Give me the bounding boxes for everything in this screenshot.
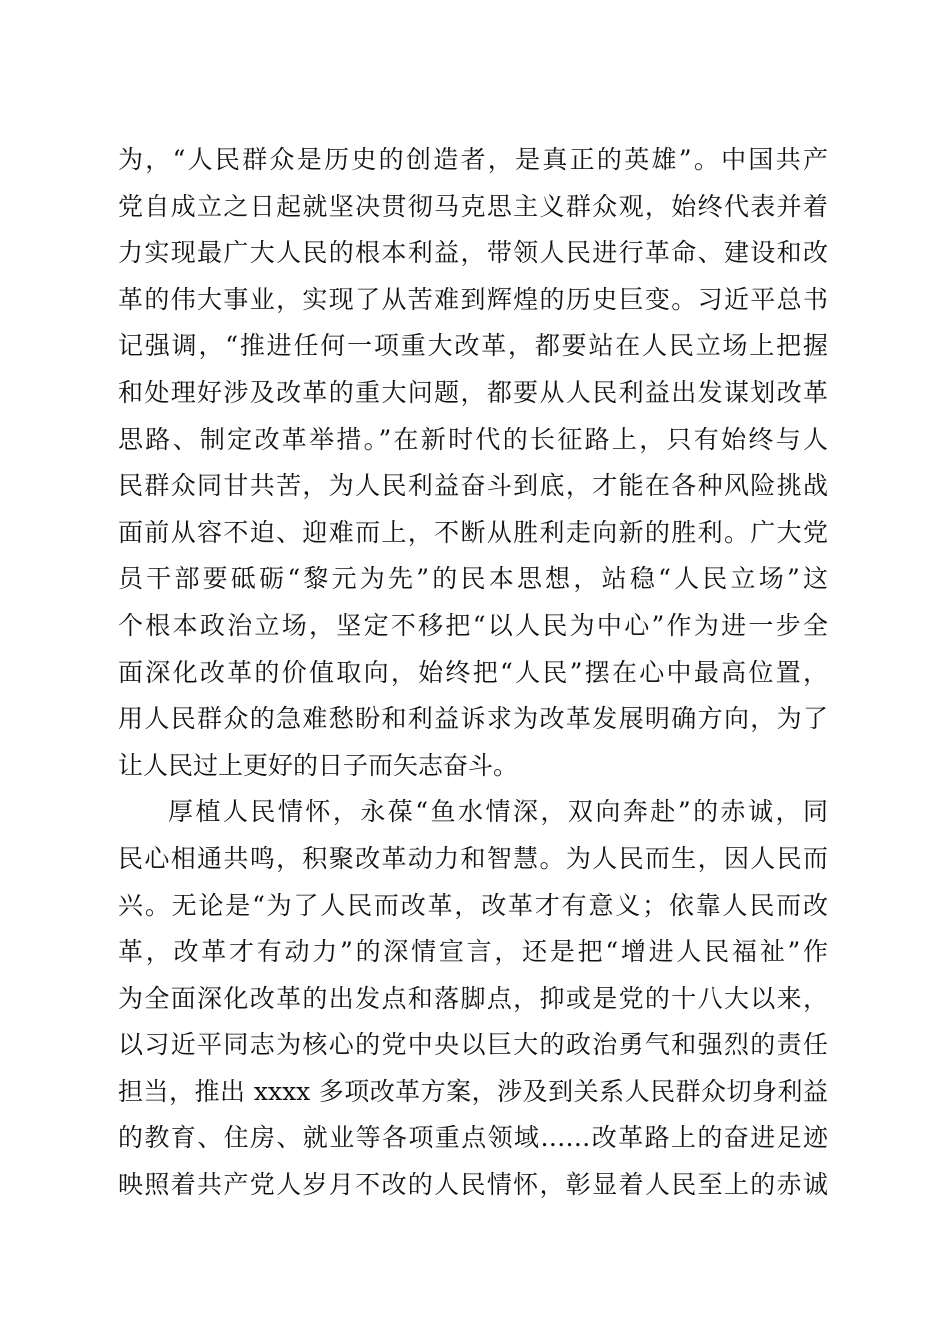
text-line: 用人民群众的急难愁盼和利益诉求为改革发展明确方向，为了 bbox=[118, 704, 828, 734]
text-line: 以习近平同志为核心的党中央以巨大的政治勇气和强烈的责任 bbox=[118, 1030, 828, 1060]
text-line: 为全面深化改革的出发点和落脚点，抑或是党的十八大以来， bbox=[118, 983, 828, 1013]
text-line: 民心相通共鸣，积聚改革动力和智慧。为人民而生，因人民而 bbox=[118, 843, 828, 873]
text-line: 记强调，“推进任何一项重大改革，都要站在人民立场上把握 bbox=[118, 331, 828, 361]
text-line: 面深化改革的价值取向，始终把“人民”摆在心中最高位置， bbox=[118, 657, 828, 687]
text-line: 思路、制定改革举措。”在新时代的长征路上，只有始终与人 bbox=[118, 424, 828, 454]
text-line: 员干部要砥砺“黎元为先”的民本思想，站稳“人民立场”这 bbox=[118, 564, 828, 594]
text-line: 为，“人民群众是历史的创造者，是真正的英雄”。中国共产 bbox=[118, 145, 828, 174]
text-line: 党自成立之日起就坚决贯彻马克思主义群众观，始终代表并着 bbox=[118, 191, 828, 221]
text-line: 面前从容不迫、迎难而上，不断从胜利走向新的胜利。广大党 bbox=[118, 517, 828, 547]
text-line: 民群众同甘共苦，为人民利益奋斗到底，才能在各种风险挑战 bbox=[118, 471, 828, 501]
text-line: 和处理好涉及改革的重大问题，都要从人民利益出发谋划改革 bbox=[118, 377, 828, 407]
text-line: 映照着共产党人岁月不改的人民情怀，彰显着人民至上的赤诚 bbox=[118, 1170, 828, 1200]
text-line: 担当，推出 xxxx 多项改革方案，涉及到关系人民群众切身利益 bbox=[118, 1076, 828, 1106]
text-line: 的教育、住房、就业等各项重点领域……改革路上的奋进足迹 bbox=[118, 1123, 828, 1153]
text-line: 革的伟大事业，实现了从苦难到辉煌的历史巨变。习近平总书 bbox=[118, 284, 828, 314]
text-line: 力实现最广大人民的根本利益，带领人民进行革命、建设和改 bbox=[118, 238, 828, 268]
paragraph-1 bbox=[118, 137, 828, 789]
text-line: 革，改革才有动力”的深情宣言，还是把“增进人民福祉”作 bbox=[118, 937, 828, 967]
text-line: 厚植人民情怀，永葆“鱼水情深，双向奔赴”的赤诚，同 bbox=[168, 797, 828, 827]
text-line: 个根本政治立场，坚定不移把“以人民为中心”作为进一步全 bbox=[118, 610, 828, 640]
paragraph-2 bbox=[118, 789, 828, 1208]
text-line: 兴。无论是“为了人民而改革，改革才有意义；依靠人民而改 bbox=[118, 890, 828, 920]
document-body bbox=[118, 137, 828, 1209]
text-line: 让人民过上更好的日子而矢志奋斗。 bbox=[118, 750, 519, 780]
